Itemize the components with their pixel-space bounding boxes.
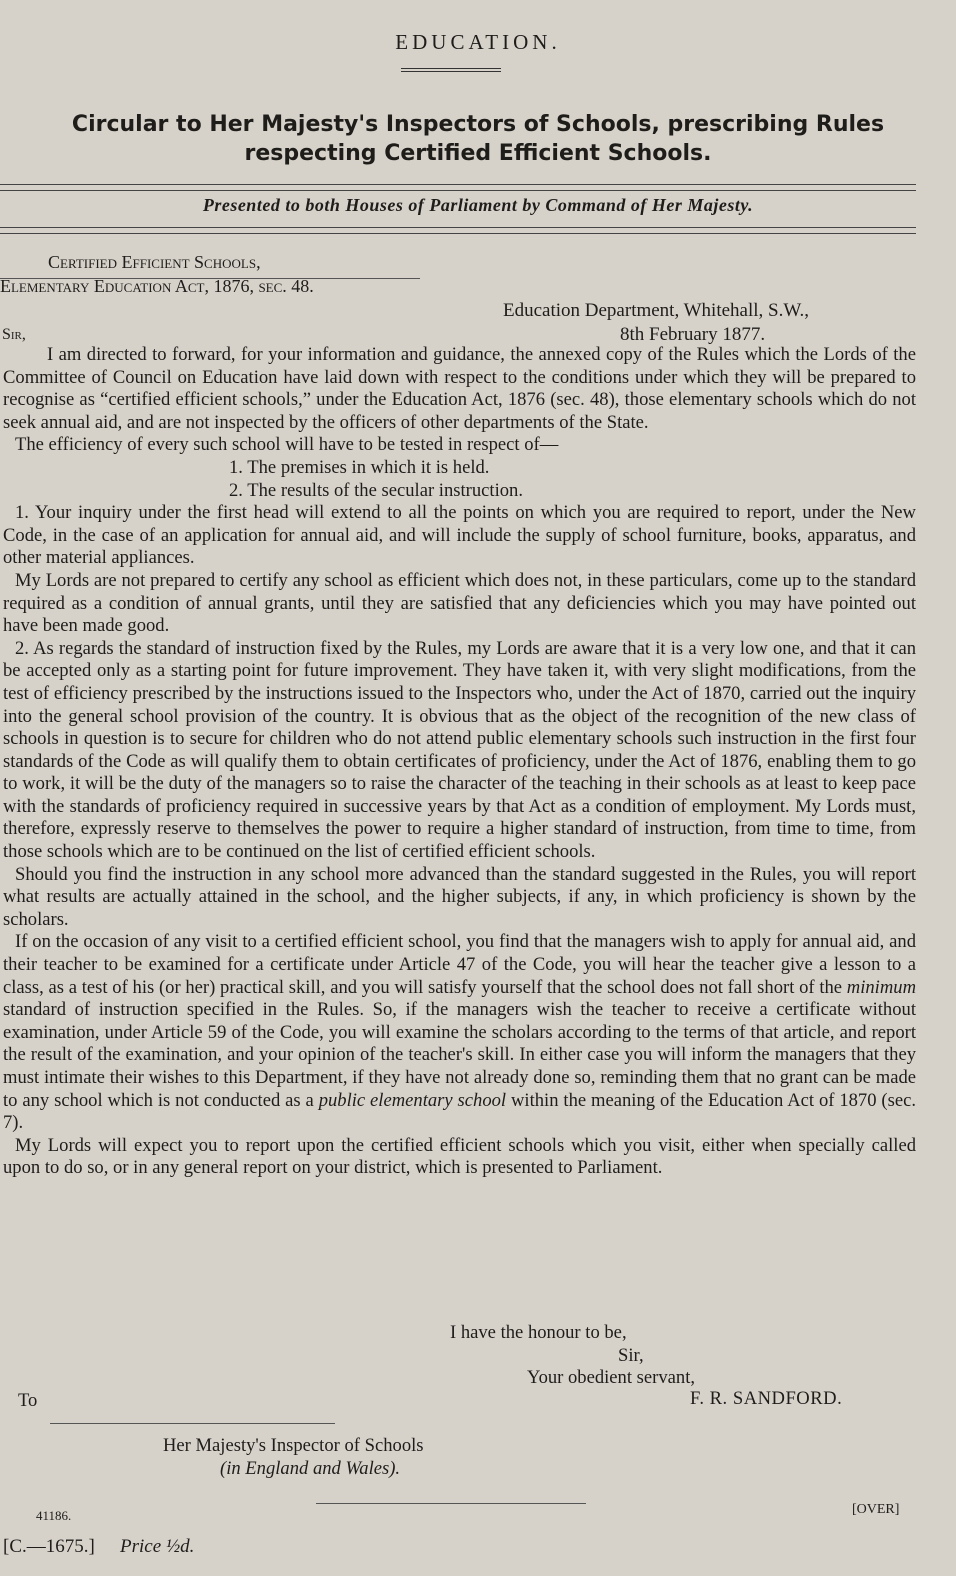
paragraph-7 bbox=[3, 931, 916, 1134]
rule-top-2 bbox=[0, 190, 916, 191]
over-marker: [OVER] bbox=[852, 1502, 900, 1517]
paragraph-6: Should you find the instruction in any school more advanced than the standard suggested in the Rules, you will report what results are actually attained in the school, and the higher subjects, if any, in which proficiency is shown by the scholars. bbox=[3, 863, 916, 930]
closing-line-1: I have the honour to be, bbox=[450, 1322, 627, 1343]
heading-rule bbox=[401, 68, 501, 72]
paragraph-4: My Lords are not prepared to certify any school as efficient which does not, in these particulars, come up to the standard required as a condition of annual grants, until they are satisfied that any deficiencies which you may have pointed out have been made good. bbox=[3, 569, 916, 637]
closing-line-2: Sir, bbox=[618, 1345, 644, 1366]
signature: F. R. SANDFORD. bbox=[690, 1388, 843, 1409]
addressee-line-2: (in England and Wales). bbox=[220, 1458, 401, 1479]
rule-bottom-2 bbox=[0, 233, 916, 234]
paragraph-7-part-a: If on the occasion of any visit to a certified efficient school, you find that the managers wish to apply for annual aid, and their teacher to be examined for a certificate under Article 47 of the Code, you will hear the teacher give a lesson to a class, as a test of his (or her) practical skill, and you will satisfy yourself that the school does not fall short of the bbox=[3, 931, 916, 998]
rule-top-1 bbox=[0, 184, 916, 185]
list-item-1: 1. The premises in which it is held. bbox=[229, 456, 490, 478]
paragraph-5: 2. As regards the standard of instruction fixed by the Rules, my Lords are aware that it is a very low one, and that it can be accepted only as a starting point for future improvement. They have taken it, with very slight modifications, from the test of efficiency prescribed by the instructions issued to the Inspectors who, under the Act of 1870, carried out the inquiry into the general school provision of the country. It is obvious that as the object of the recognition of the new class of schools in question is to secure for children who do not attend public elementary schools such instruction in the first four standards of the Code as will qualify them to obtain certificates of proficiency, under the Act of 1876, enabling them to go to work, it will be the duty of the managers so to raise the character of the teaching in their schools as at least to keep pace with the standards of proficiency required in successive years by that Act as a condition of employment. My Lords must, therefore, expressly reserve to themselves the power to require a higher standard of instruction, from time to time, from those schools which are to be continued on the list of certified efficient schools. bbox=[3, 637, 916, 863]
salutation: Sir, bbox=[2, 326, 26, 343]
paragraph-8: My Lords will expect you to report upon the certified efficient schools which you visit, either when specially called upon to do so, or in any general report on your district, which is presented to Parliament. bbox=[3, 1134, 916, 1179]
closing-line-3: Your obedient servant, bbox=[527, 1367, 696, 1388]
addressee-line-1: Her Majesty's Inspector of Schools bbox=[163, 1435, 424, 1456]
price-label: Price bbox=[120, 1536, 162, 1557]
title-line-1: Circular to Her Majesty's Inspectors of Schools, prescribing Rules bbox=[71, 112, 885, 137]
paragraph-7-part-c: within the meaning of the Education Act of 1870 (sec. 7). bbox=[3, 1089, 916, 1134]
paragraph-7-emphasis-2: public elementary school bbox=[318, 1089, 507, 1111]
letter-body bbox=[3, 344, 916, 1180]
paragraph-3: 1. Your inquiry under the first head will extend to all the points on which you are required to report, under the New Code, in the case of an application for annual aid, and will include the supply of school furniture, books, apparatus, and other material appliances. bbox=[3, 502, 916, 569]
paragraph-7-part-b: standard of instruction specified in the Rules. So, if the managers wish the teacher to receive a certificate without examination, under Article 59 of the Code, you will examine the scholars according to the terms of that article, and report the result of the examination, and your opinion of the teacher's skill. In either case you will inform the managers that they must intimate their wishes to this Department, if they have not already done so, reminding them that no grant can be made to any school which is not conducted as a bbox=[3, 999, 916, 1111]
address-line-1: Education Department, Whitehall, S.W., bbox=[503, 300, 810, 321]
reference-rule bbox=[0, 278, 420, 279]
paragraph-1: I am directed to forward, for your information and guidance, the annexed copy of the Rules which the Lords of the Committee of Council on Education have laid down with respect to the conditions under which they will be prepared to recognise as “certified efficient schools,” under the Education Act, 1876 (sec. 48), those elementary schools which do not seek annual aid, and are not inspected by the officers of other departments of the State. bbox=[3, 344, 916, 433]
footer-rule bbox=[316, 1503, 586, 1504]
price bbox=[120, 1536, 194, 1558]
title-line-2: respecting Certified Efficient Schools. bbox=[244, 141, 712, 166]
presented-line: Presented to both Houses of Parliament by Command of Her Majesty. bbox=[202, 195, 754, 215]
paragraph-7-emphasis-1: minimum bbox=[846, 976, 916, 998]
print-number: 41186. bbox=[36, 1508, 72, 1523]
addressee-rule bbox=[50, 1423, 335, 1424]
command-paper-number: [C.—1675.] bbox=[3, 1536, 95, 1557]
rule-bottom-1 bbox=[0, 227, 916, 228]
circular-title bbox=[0, 110, 956, 168]
reference-line-2: Elementary Education Act, 1876, sec. 48. bbox=[0, 276, 314, 296]
paragraph-2: The efficiency of every such school will have to be tested in respect of— bbox=[15, 434, 559, 456]
reference-line-1: Certified Efficient Schools, bbox=[48, 252, 261, 272]
address-line-2: 8th February 1877. bbox=[620, 324, 766, 345]
page-heading: EDUCATION. bbox=[395, 30, 561, 54]
price-value: ½d. bbox=[165, 1536, 195, 1557]
list-item-2: 2. The results of the secular instruction. bbox=[229, 479, 523, 501]
to-label: To bbox=[18, 1390, 38, 1411]
